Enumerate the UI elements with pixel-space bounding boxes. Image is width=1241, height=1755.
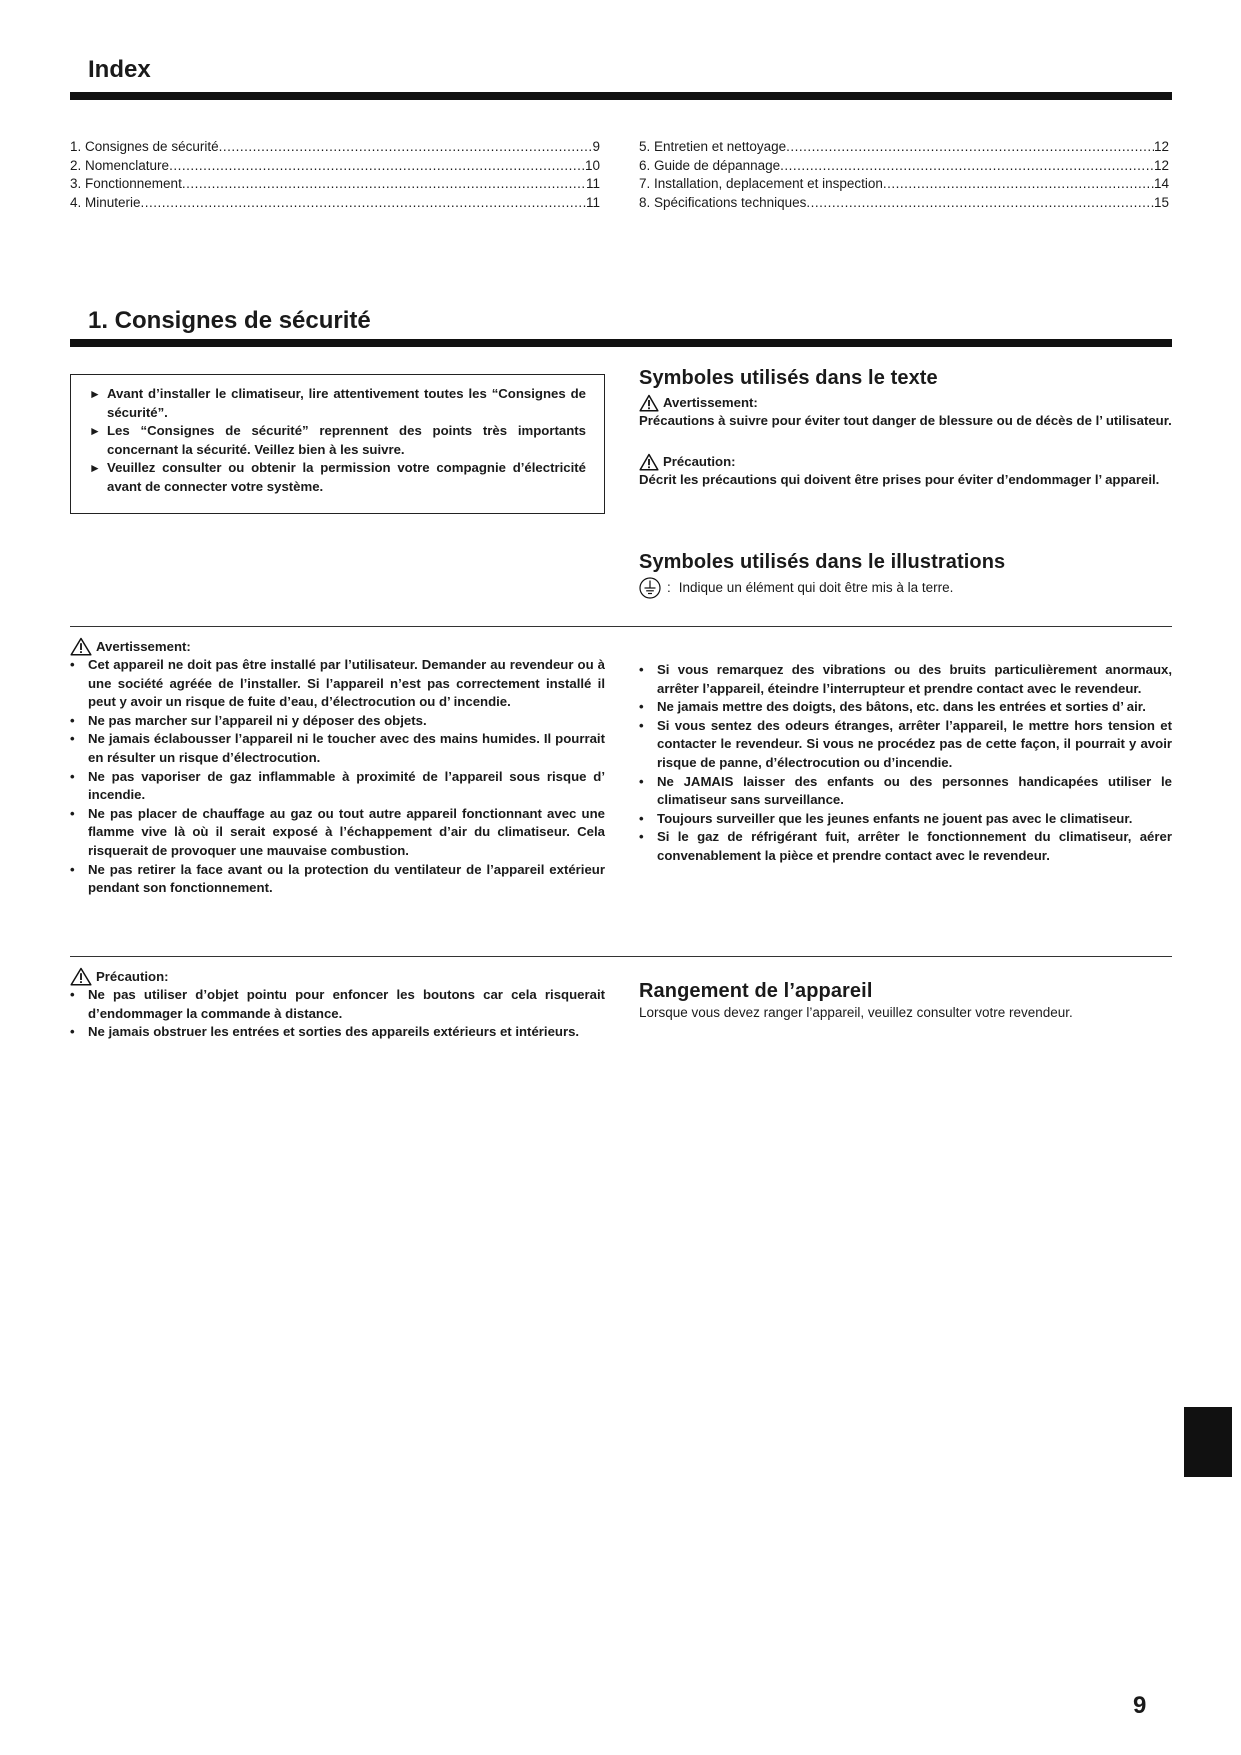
toc-item[interactable]: 8. Spécifications techniques ..... 15 xyxy=(639,194,1169,213)
toc-item[interactable]: 2. Nomenclature ..... 10 xyxy=(70,157,600,176)
list-item: • Toujours surveiller que les jeunes enfants ne jouent pas avec le climatiseur. xyxy=(639,810,1133,826)
toc-item[interactable]: 5. Entretien et nettoyage ..... 12 xyxy=(639,138,1169,157)
ground-text: Indique un élément qui doit être mis à la terre. xyxy=(678,579,954,595)
toc-item[interactable]: 4. Minuterie ..... 11 xyxy=(70,194,600,213)
symbols-text xyxy=(639,366,1172,489)
intro-item: ► Veuillez consulter ou obtenir la permission votre compagnie d’électricité avant de connecter votre système. xyxy=(89,459,586,496)
page-number: 9 xyxy=(1133,1692,1147,1719)
index-rule xyxy=(70,92,1172,100)
warning-triangle-icon xyxy=(639,394,659,412)
divider-warning xyxy=(70,626,1172,627)
list-item: • Ne pas vaporiser de gaz inflammable à proximité de l’appareil sous risque d’ incendie. xyxy=(70,768,605,803)
list-item: • Ne jamais mettre des doigts, des bâtons, etc. dans les entrées et sorties d’ air. xyxy=(639,699,1146,715)
list-item: • Ne pas utiliser d’objet pointu pour enfoncer les boutons car cela risquerait d’endommager la commande à distance. xyxy=(70,987,605,1021)
list-item: • Cet appareil ne doit pas être installé par l’utilisateur. Demander au revendeur ou à une société agréée de l’installer. Si l’appareil n’est pas correctement installé il peut y avoir un risque de fuite d’eau, d’électrocution ou d’ incendie. xyxy=(70,657,605,710)
storage-text: Lorsque vous devez ranger l’appareil, veuillez consulter votre revendeur. xyxy=(639,1005,1073,1020)
toc-left xyxy=(70,138,600,213)
symbols-illustrations-title: Symboles utilisés dans le illustrations xyxy=(639,551,1006,573)
list-item: • Si vous sentez des odeurs étranges, arrêter l’appareil, le mettre hors tension et contacter le revendeur. Si vous ne procédez pas de cette façon, il pourrait y avoir risque de panne, d’électrocution ou d’incendie. xyxy=(639,717,1172,770)
caution-list xyxy=(70,986,605,1042)
intro-box xyxy=(70,374,605,514)
caution-head: Précaution: xyxy=(70,967,605,986)
warning-list-left xyxy=(70,656,605,898)
list-item: • Ne JAMAIS laisser des enfants ou des personnes handicapées utiliser le climatiseur sans surveillance. xyxy=(639,773,1172,808)
symbols-illustrations xyxy=(639,550,1172,599)
list-item: • Ne pas retirer la face avant ou la protection du ventilateur de l’appareil extérieur pendant son fonctionnement. xyxy=(70,861,605,896)
warning-head: Avertissement: xyxy=(70,637,605,656)
list-item: • Si vous remarquez des vibrations ou des bruits particulièrement anormaux, arrêter l’appareil, éteindre l’interrupteur et prendre contact avec le revendeur. xyxy=(639,662,1172,696)
list-item: • Ne jamais éclabousser l’appareil ni le toucher avec des mains humides. Il pourrait en résulter un risque d’électrocution. xyxy=(70,731,605,765)
ground-colon: : xyxy=(667,579,671,595)
symbols-caution-text: Décrit les précautions qui doivent être prises pour éviter d’endommager l’ appareil. xyxy=(639,471,1160,487)
symbols-caution-head: Précaution: xyxy=(639,453,1172,471)
symbols-warning-text: Précautions à suivre pour éviter tout danger de blessure ou de décès de l’ utilisateur. xyxy=(639,413,1172,428)
storage-title: Rangement de l’appareil xyxy=(639,980,873,1002)
warning-list-right xyxy=(639,661,1172,866)
intro-list xyxy=(89,385,586,497)
section-rule xyxy=(70,339,1172,347)
intro-item: ► Avant d’installer le climatiseur, lire attentivement toutes les “Consignes de sécurité”. xyxy=(89,385,586,422)
intro-item: ► Les “Consignes de sécurité” reprennent des points très importants concernant la sécurité. Veillez bien à les suivre. xyxy=(89,422,586,459)
toc-item[interactable]: 6. Guide de dépannage ..... 12 xyxy=(639,157,1169,176)
warning-section-right xyxy=(639,661,1172,866)
divider-caution xyxy=(70,956,1172,957)
toc-item[interactable]: 1. Consignes de sécurité ..... 9 xyxy=(70,138,600,157)
list-item: • Ne pas placer de chauffage au gaz ou tout autre appareil fonctionnant avec une flamme vive là où il serait exposé à l’échappement d’air du climatiseur. Cela risquerait de provoquer une mauvaise combustion. xyxy=(70,805,605,858)
list-item: • Si le gaz de réfrigérant fuit, arrêter le fonctionnement du climatiseur, aérer convenablement la pièce et prendre contact avec le revendeur. xyxy=(639,829,1172,863)
caution-triangle-icon xyxy=(70,967,92,986)
list-item: • Ne pas marcher sur l’appareil ni y déposer des objets. xyxy=(70,712,427,728)
toc-item[interactable]: 3. Fonctionnement ..... 11 xyxy=(70,175,600,194)
index-title: Index xyxy=(88,56,151,83)
section-tab-marker xyxy=(1184,1407,1232,1477)
list-item: • Ne jamais obstruer les entrées et sorties des appareils extérieurs et intérieurs. xyxy=(70,1024,580,1040)
warning-triangle-icon xyxy=(70,637,92,656)
section-title: 1. Consignes de sécurité xyxy=(88,307,371,334)
symbols-text-title: Symboles utilisés dans le texte xyxy=(639,367,938,389)
ground-row xyxy=(639,577,1172,599)
toc-right xyxy=(639,138,1169,213)
storage-section xyxy=(639,979,1172,1023)
symbols-warning-head: Avertissement: xyxy=(639,394,1172,412)
ground-icon xyxy=(639,577,661,599)
caution-triangle-icon xyxy=(639,453,659,471)
toc-item[interactable]: 7. Installation, deplacement et inspection ..... 14 xyxy=(639,175,1169,194)
caution-section xyxy=(70,967,605,1042)
warning-section-left xyxy=(70,637,605,898)
